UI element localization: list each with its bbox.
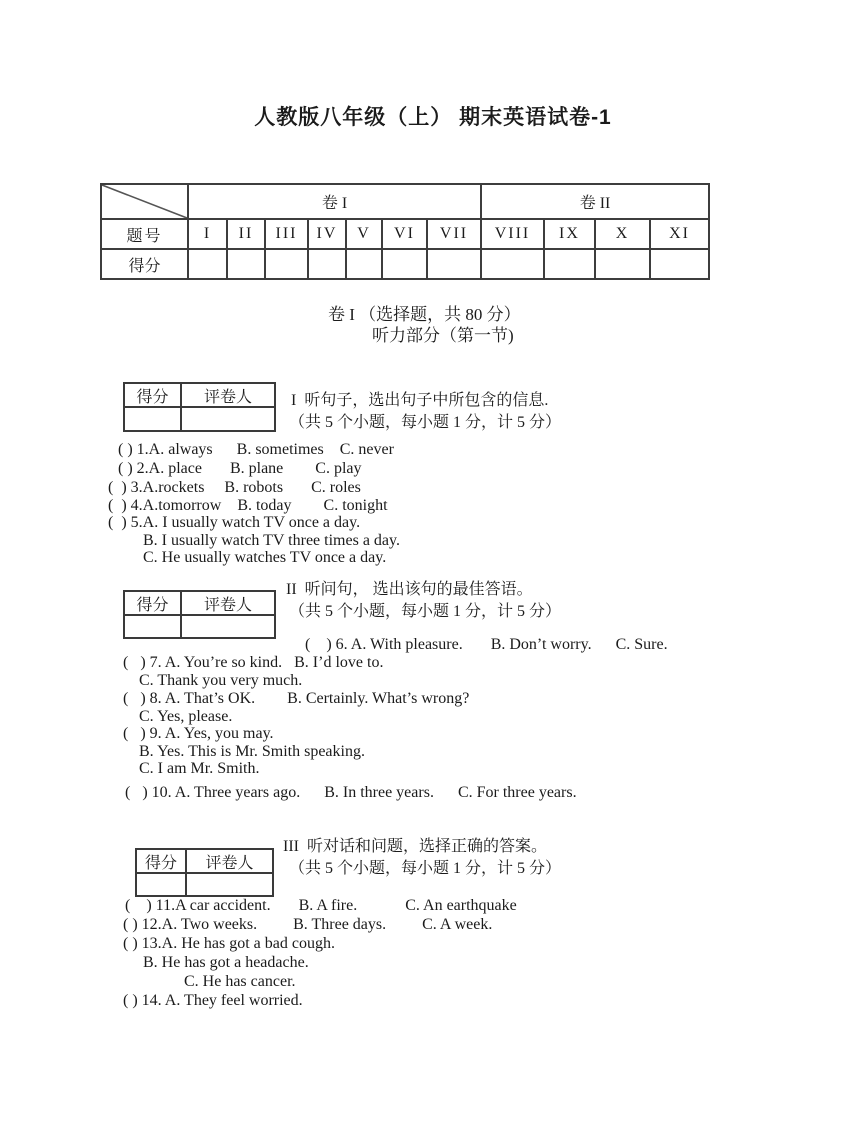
grader-label: 评卷人 (187, 850, 272, 874)
col-VIII: VIII (481, 219, 544, 249)
part1-heading-line2: 听力部分（第一节) (372, 326, 514, 345)
score-blank-cell (125, 616, 182, 637)
score-cell (650, 249, 709, 279)
question-9-option-b: B. Yes. This is Mr. Smith speaking. (139, 743, 365, 760)
section1-intro-line2: （共 5 个小题，每小题 1 分，计 5 分） (289, 414, 562, 431)
score-cell (595, 249, 650, 279)
question-9-option-c: C. I am Mr. Smith. (139, 760, 260, 777)
score-cell (188, 249, 227, 279)
question-8-option-c: C. Yes, please. (139, 708, 233, 725)
question-3: ( ) 3.A.rockets B. robots C. roles (108, 479, 361, 496)
score-summary-table (100, 183, 710, 280)
question-7: ( ) 7. A. You’re so kind. B. I’d love to. (123, 654, 384, 671)
col-VI: VI (382, 219, 427, 249)
question-10: ( ) 10. A. Three years ago. B. In three years. C. For three years. (125, 784, 577, 801)
exam-title: 人教版八年级（上） 期末英语试卷-1 (254, 106, 612, 129)
score-row-label: 得分 (101, 249, 188, 279)
question-14: ( ) 14. A. They feel worried. (123, 992, 303, 1009)
question-row-label: 题号 (101, 219, 188, 249)
score-cell (481, 249, 544, 279)
question-13-option-c: C. He has cancer. (184, 973, 296, 990)
question-8: ( ) 8. A. That’s OK. B. Certainly. What’s wrong? (123, 690, 470, 707)
col-IV: IV (308, 219, 346, 249)
question-9: ( ) 9. A. Yes, you may. (123, 725, 274, 742)
grader-blank-cell (187, 874, 272, 895)
part2-header-cell: 卷 II (481, 184, 709, 219)
corner-cell (101, 184, 188, 219)
score-cell (227, 249, 265, 279)
question-7-option-c: C. Thank you very much. (139, 672, 303, 689)
section1-intro-line1: I 听句子，选出句子中所包含的信息. (291, 392, 549, 409)
col-X: X (595, 219, 650, 249)
score-blank-cell (125, 408, 182, 430)
score-cell (544, 249, 595, 279)
col-VII: VII (427, 219, 481, 249)
question-5-option-c: C. He usually watches TV once a day. (143, 549, 387, 566)
part1-header-cell: 卷 I (188, 184, 481, 219)
question-2: ( ) 2.A. place B. plane C. play (118, 460, 362, 477)
question-13: ( ) 13.A. He has got a bad cough. (123, 935, 335, 952)
score-cell (346, 249, 382, 279)
score-box-section3 (135, 848, 274, 897)
col-IX: IX (544, 219, 595, 249)
score-cell (308, 249, 346, 279)
score-cell (427, 249, 481, 279)
col-V: V (346, 219, 382, 249)
question-4: ( ) 4.A.tomorrow B. today C. tonight (108, 497, 388, 514)
col-XI: XI (650, 219, 709, 249)
score-label: 得分 (125, 384, 182, 408)
section3-intro-line2: （共 5 个小题，每小题 1 分，计 5 分） (289, 860, 562, 877)
col-I: I (188, 219, 227, 249)
col-II: II (227, 219, 265, 249)
corner-diagonal-line (102, 185, 187, 218)
score-cell (265, 249, 308, 279)
grader-label: 评卷人 (182, 592, 274, 616)
score-label: 得分 (125, 592, 182, 616)
score-box-section1 (123, 382, 276, 432)
grader-label: 评卷人 (182, 384, 274, 408)
question-12: ( ) 12.A. Two weeks. B. Three days. C. A week. (123, 916, 493, 933)
question-6: ( ) 6. A. With pleasure. B. Don’t worry. C. Sure. (305, 636, 668, 653)
section2-intro-line2: （共 5 个小题，每小题 1 分，计 5 分） (289, 603, 562, 620)
score-cell (382, 249, 427, 279)
score-box-section2 (123, 590, 276, 639)
question-5: ( ) 5.A. I usually watch TV once a day. (108, 514, 361, 531)
col-III: III (265, 219, 308, 249)
question-13-option-b: B. He has got a headache. (143, 954, 309, 971)
score-blank-cell (137, 874, 187, 895)
question-5-option-b: B. I usually watch TV three times a day. (143, 532, 400, 549)
grader-blank-cell (182, 616, 274, 637)
score-label: 得分 (137, 850, 187, 874)
question-11: ( ) 11.A car accident. B. A fire. C. An earthquake (125, 897, 517, 914)
part1-heading-line1: 卷 I （选择题，共 80 分） (328, 305, 521, 324)
section3-intro-line1: III 听对话和问题，选择正确的答案。 (283, 838, 547, 855)
question-1: ( ) 1.A. always B. sometimes C. never (118, 441, 394, 458)
grader-blank-cell (182, 408, 274, 430)
section2-intro-line1: II 听问句， 选出该句的最佳答语。 (286, 581, 533, 598)
